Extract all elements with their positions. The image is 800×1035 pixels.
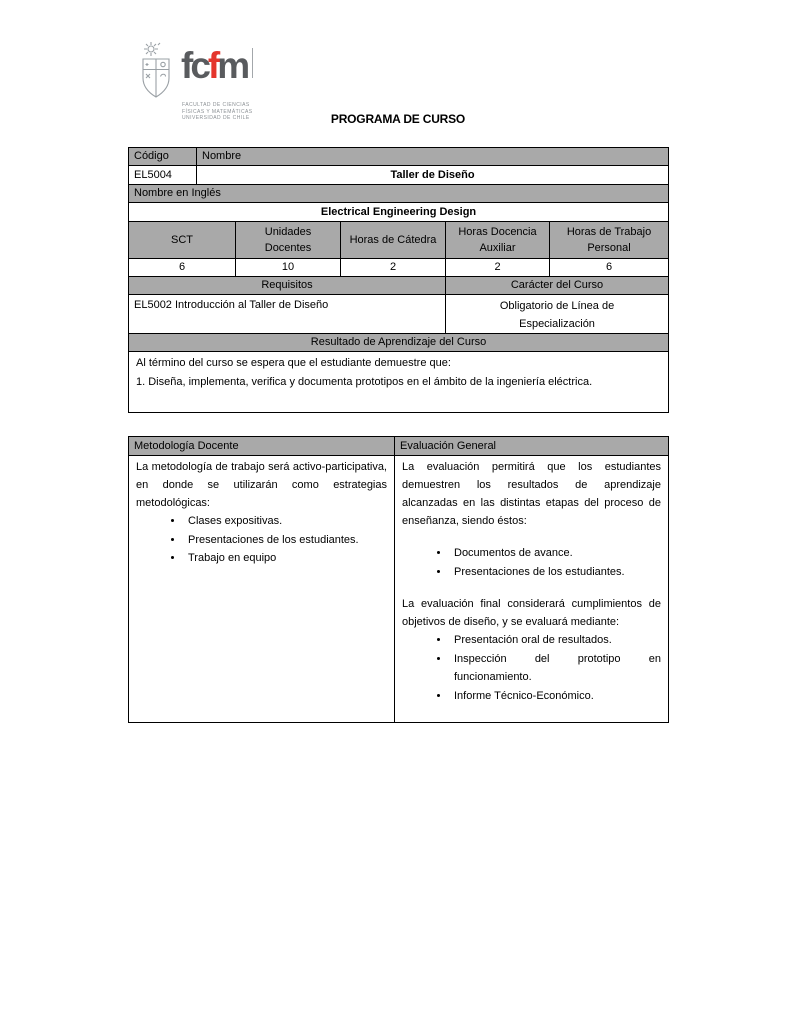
table-row	[129, 334, 669, 352]
metodologia-intro: La metodología de trabajo será activo-participativa, en donde se utilizarán como estrategias metodológicas:	[136, 461, 387, 509]
horas-trabajo-header-cell: Horas de Trabajo Personal	[550, 222, 669, 259]
list-item: • Trabajo en equipo	[184, 549, 387, 568]
page-title: PROGRAMA DE CURSO	[330, 112, 466, 126]
horas-docencia-value-cell: 2	[446, 259, 550, 277]
nombre-value-cell: Taller de Diseño	[197, 166, 669, 185]
caracter-value-cell: Obligatorio de Línea de Especialización	[446, 295, 669, 334]
metodologia-content-cell	[129, 456, 395, 723]
table-row	[129, 277, 669, 295]
nombre-ingles-value-cell: Electrical Engineering Design	[129, 203, 669, 222]
logo-caption-line: FÍSICAS Y MATEMÁTICAS	[182, 108, 253, 115]
unidades-docentes-value-cell: 10	[236, 259, 341, 277]
metodologia-header-cell: Metodología Docente	[129, 437, 395, 456]
table-row	[129, 352, 669, 413]
list-item: • Documentos de avance.	[450, 544, 661, 563]
horas-docencia-header-cell: Horas Docencia Auxiliar	[446, 222, 550, 259]
evaluacion-intro: La evaluación permitirá que los estudiantes demuestren los resultados de aprendizaje alcanzadas en las distintas etapas del proceso de enseñanza, siendo éstos:	[402, 461, 661, 527]
resultado-label-cell: Resultado de Aprendizaje del Curso	[129, 334, 669, 352]
unidades-docentes-header-cell: Unidades Docentes	[236, 222, 341, 259]
list-item: • Informe Técnico-Económico.	[450, 687, 661, 706]
list-item: • Presentaciones de los estudiantes.	[184, 531, 387, 550]
resultado-line: Al término del curso se espera que el estudiante demuestre que:	[136, 357, 451, 369]
wordmark-part: fc	[181, 45, 208, 86]
horas-catedra-value-cell: 2	[341, 259, 446, 277]
wordmark-red-f: f	[207, 45, 218, 86]
list-item: • Clases expositivas.	[184, 512, 387, 531]
evaluacion-bullet-list-1	[402, 544, 661, 581]
horas-catedra-header-cell: Horas de Cátedra	[341, 222, 446, 259]
sct-header-cell: SCT	[129, 222, 236, 259]
table-row	[129, 148, 669, 166]
table-row	[129, 166, 669, 185]
horas-trabajo-value-cell: 6	[550, 259, 669, 277]
table-row	[129, 259, 669, 277]
course-info-table	[128, 147, 669, 413]
evaluacion-content-cell	[395, 456, 669, 723]
table-row	[129, 437, 669, 456]
table-row	[129, 456, 669, 723]
wordmark-part: m	[217, 45, 248, 86]
codigo-value-cell: EL5004	[129, 166, 197, 185]
methodology-evaluation-table	[128, 436, 669, 723]
resultado-value-cell	[129, 352, 669, 413]
list-item: • Presentación oral de resultados.	[450, 631, 661, 650]
evaluacion-header-cell: Evaluación General	[395, 437, 669, 456]
caracter-label-cell: Carácter del Curso	[446, 277, 669, 295]
nombre-label-cell: Nombre	[197, 148, 669, 166]
table-row	[129, 203, 669, 222]
university-shield-icon	[137, 40, 177, 102]
requisitos-value-cell: EL5002 Introducción al Taller de Diseño	[129, 295, 446, 334]
codigo-label-cell: Código	[129, 148, 197, 166]
resultado-line: 1. Diseña, implementa, verifica y documenta prototipos en el ámbito de la ingeniería eléctrica.	[136, 375, 593, 388]
logo-caption-line: FACULTAD DE CIENCIAS	[182, 102, 250, 108]
list-item: • Presentaciones de los estudiantes.	[450, 563, 661, 582]
logo-caption-line: UNIVERSIDAD DE CHILE	[182, 115, 250, 121]
fcfm-wordmark	[181, 45, 253, 86]
evaluacion-final-paragraph: La evaluación final considerará cumplimientos de objetivos de diseño, y se evaluará mediante:	[402, 598, 661, 628]
metodologia-bullet-list	[136, 512, 387, 568]
evaluacion-bullet-list-2	[402, 631, 661, 705]
sct-value-cell: 6	[129, 259, 236, 277]
list-item: • Inspección del prototipo en funcionamiento.	[450, 650, 661, 687]
table-row	[129, 185, 669, 203]
table-row	[129, 222, 669, 259]
requisitos-label-cell: Requisitos	[129, 277, 446, 295]
wordmark-rule	[252, 48, 253, 78]
nombre-ingles-label-cell: Nombre en Inglés	[129, 185, 669, 203]
table-row	[129, 295, 669, 334]
